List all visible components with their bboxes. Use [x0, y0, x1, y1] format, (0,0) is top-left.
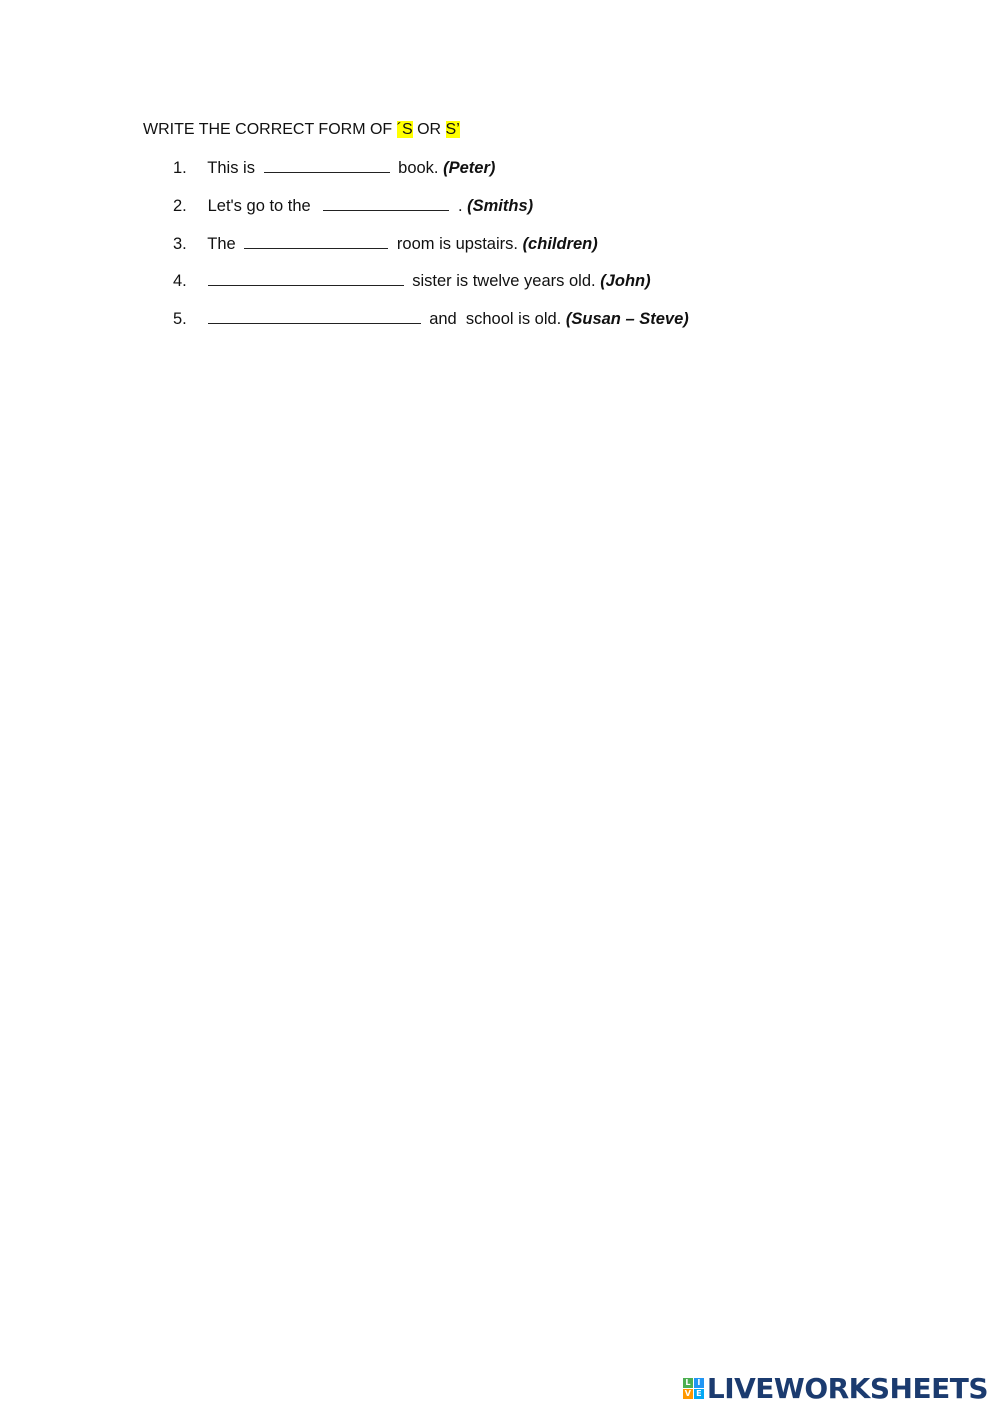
sentence-start: Let's go to the: [207, 196, 311, 215]
sentence-end: book.: [398, 159, 439, 177]
hint-word: (children): [522, 234, 598, 253]
answer-blank[interactable]: [244, 233, 388, 249]
answer-blank[interactable]: [264, 157, 390, 173]
logo-mark-icon: [683, 1378, 704, 1399]
logo-mark-letter: V: [684, 1389, 691, 1398]
item-number: 1.: [173, 159, 187, 177]
sentence-start: This is: [207, 159, 255, 177]
item-number: 4.: [173, 272, 187, 291]
exercise-item: [173, 270, 689, 308]
logo-mark-letter: I: [694, 1378, 704, 1388]
exercise-item: [173, 308, 689, 346]
exercise-item: [173, 233, 689, 271]
sentence-start: The: [207, 234, 236, 253]
sentence-end: room is upstairs.: [396, 234, 518, 253]
sentence-end: and school is old.: [429, 310, 562, 329]
sentence-end: .: [457, 196, 463, 215]
sentence-end: sister is twelve years old.: [412, 272, 596, 291]
highlight-s-apostrophe: S’: [445, 121, 460, 138]
instruction-prefix: WRITE THE CORRECT FORM OF: [143, 121, 397, 138]
logo-mark-letter: E: [694, 1389, 704, 1399]
answer-blank[interactable]: [208, 270, 404, 286]
instruction-connector: OR: [412, 121, 446, 138]
exercise-list: [173, 157, 689, 346]
hint-word: (Peter): [443, 159, 496, 177]
hint-word: (Smiths): [467, 196, 534, 215]
logo-text: LIVEWORKSHEETS: [706, 1372, 988, 1405]
answer-blank[interactable]: [208, 308, 421, 324]
exercise-item: [173, 157, 689, 195]
logo-mark-letter: L: [683, 1378, 693, 1388]
exercise-item: [173, 195, 689, 233]
liveworksheets-logo: [683, 1372, 988, 1405]
hint-word: (John): [600, 272, 651, 291]
hint-word: (Susan – Steve): [565, 310, 689, 329]
item-number: 5.: [173, 310, 187, 329]
answer-blank[interactable]: [323, 195, 449, 211]
instruction-heading: [143, 119, 460, 141]
item-number: 3.: [173, 234, 187, 253]
item-number: 2.: [173, 196, 187, 215]
highlight-apostrophe-s: ´S: [396, 121, 413, 138]
